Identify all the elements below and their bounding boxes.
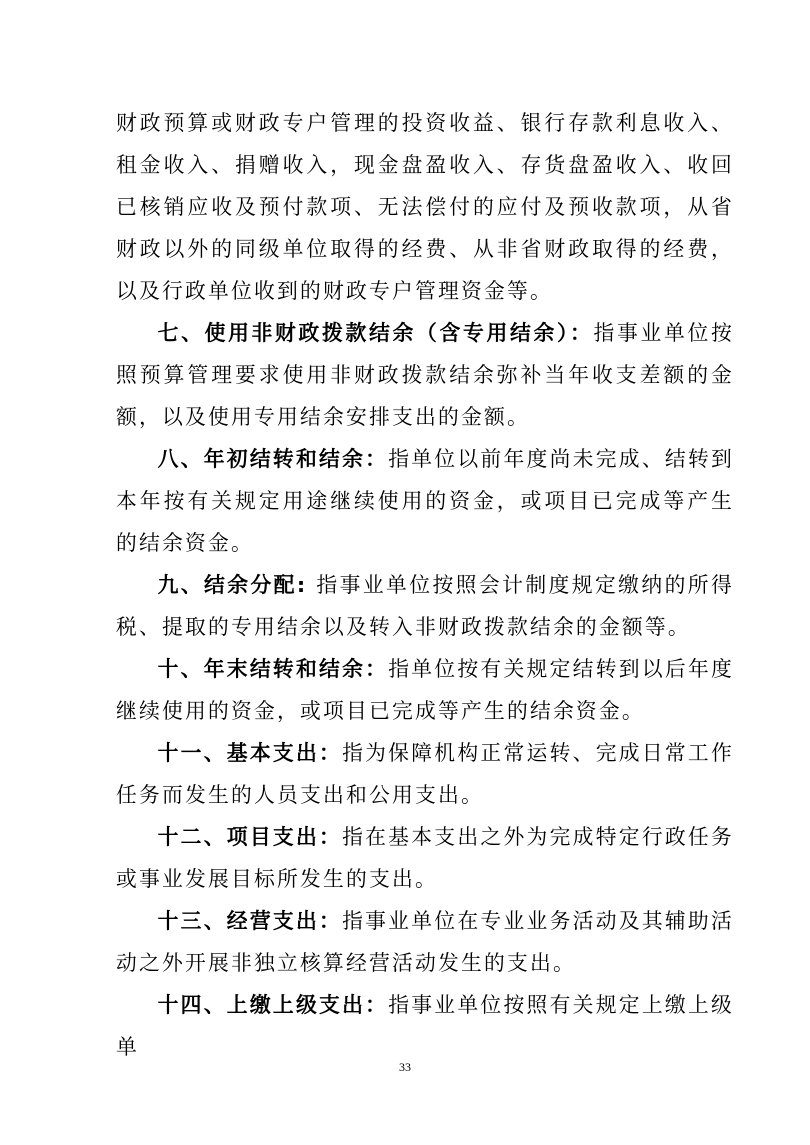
paragraph-continued	[116, 102, 734, 312]
paragraph-text: 指为保障机构正常运转、完成日常工作任务而发生的人员支出和公用支出。	[116, 741, 734, 807]
paragraph-text: 指事业单位在专业业务活动及其辅助活动之外开展非独立核算经营活动发生的支出。	[116, 909, 734, 975]
paragraph-text: 指事业单位按照预算管理要求使用非财政拨款结余弥补当年收支差额的金额，以及使用专用结余安排支出的金额。	[116, 321, 735, 429]
term-heading: 十二、项目支出：	[157, 825, 343, 849]
term-heading: 八、年初结转和结余：	[157, 447, 389, 471]
paragraph-year-end-carryover	[116, 648, 734, 732]
paragraph-basic-expenditure	[116, 732, 734, 816]
term-heading: 十四、上缴上级支出：	[157, 993, 389, 1017]
term-heading: 十、年末结转和结余：	[157, 657, 389, 681]
paragraph-project-expenditure	[116, 816, 734, 900]
term-heading: 九、结余分配:	[157, 573, 308, 597]
term-heading: 十一、基本支出：	[157, 741, 343, 765]
paragraph-text: 指事业单位按照有关规定上缴上级单	[116, 993, 735, 1059]
paragraph-text: 指单位按有关规定结转到以后年度继续使用的资金，或项目已完成等产生的结余资金。	[116, 657, 735, 723]
page-number: 33	[399, 1060, 411, 1074]
paragraph-non-fiscal-surplus-use	[116, 312, 734, 438]
paragraph-beginning-carryover	[116, 438, 734, 564]
paragraph-text: 指单位以前年度尚未完成、结转到本年按有关规定用途继续使用的资金，或项目已完成等产生的结余资金。	[116, 447, 735, 555]
term-heading: 七、使用非财政拨款结余（含专用结余）：	[157, 321, 594, 345]
paragraph-remittance-to-superior	[116, 984, 734, 1068]
term-heading: 十三、经营支出：	[157, 909, 343, 933]
paragraph-operating-expenditure	[116, 900, 734, 984]
paragraph-text: 指事业单位按照会计制度规定缴纳的所得税、提取的专用结余以及转入非财政拨款结余的金额等。	[116, 573, 734, 639]
paragraph-text: 财政预算或财政专户管理的投资收益、银行存款利息收入、租金收入、捐赠收入，现金盘盈收入、存货盘盈收入、收回已核销应收及预付款项、无法偿付的应付及预收款项，从省财政以外的同级单位取得的经费、从非省财政取得的经费，以及行政单位收到的财政专户管理资金等。	[116, 111, 734, 303]
paragraph-text: 指在基本支出之外为完成特定行政任务或事业发展目标所发生的支出。	[116, 825, 734, 891]
paragraph-surplus-distribution	[116, 564, 734, 648]
body-text	[116, 102, 734, 1068]
